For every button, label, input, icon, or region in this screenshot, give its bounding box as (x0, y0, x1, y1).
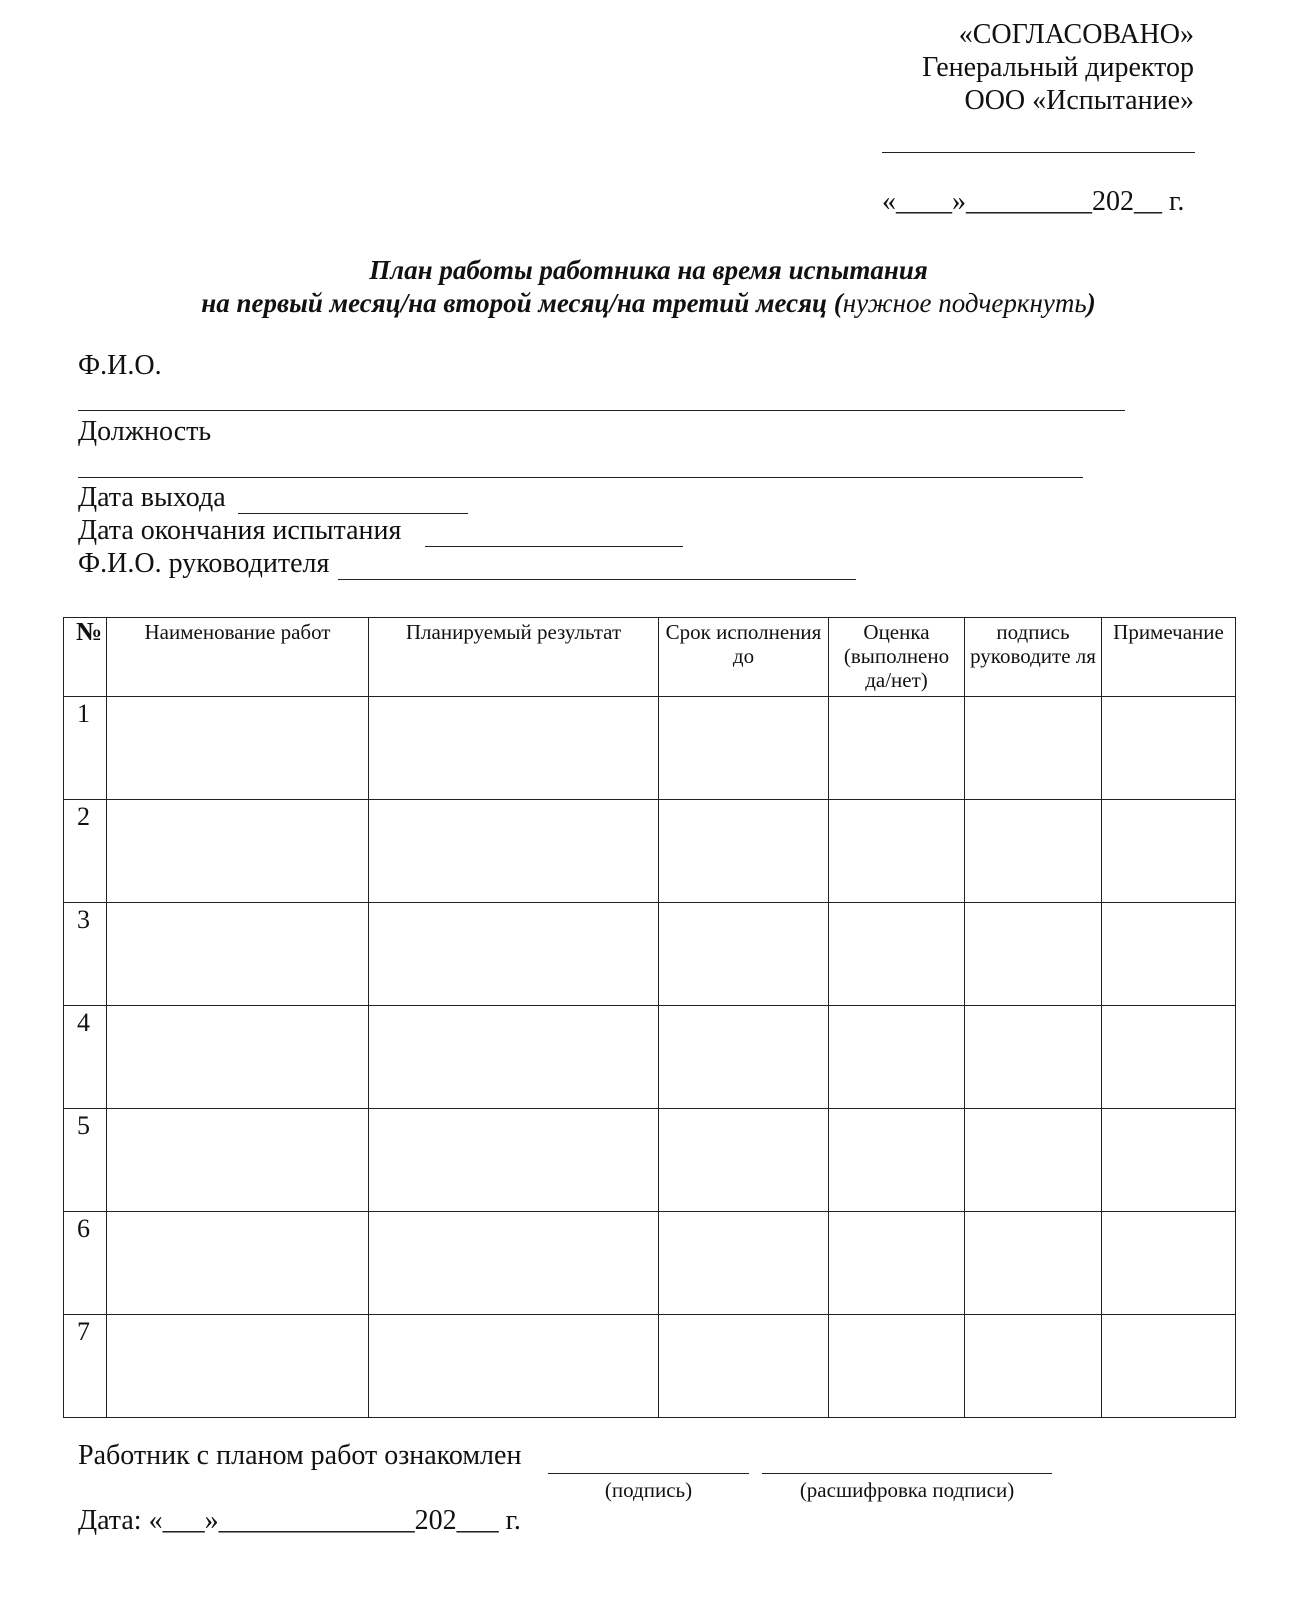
header-planned-result: Планируемый результат (369, 618, 659, 697)
manager-signature-cell[interactable] (965, 800, 1102, 903)
manager-signature-cell[interactable] (965, 903, 1102, 1006)
table-header-row (64, 618, 1236, 697)
evaluation-cell[interactable] (829, 903, 965, 1006)
document-title (0, 254, 1297, 320)
footer-date[interactable]: Дата: «___»______________202___ г. (78, 1505, 521, 1536)
manager-signature-cell[interactable] (965, 697, 1102, 800)
work-name-cell[interactable] (107, 697, 369, 800)
work-plan-table (63, 617, 1236, 1418)
planned-result-cell[interactable] (369, 1006, 659, 1109)
evaluation-cell[interactable] (829, 1315, 965, 1418)
header-manager-signature: подпись руководите ля (965, 618, 1102, 697)
acknowledged-label: Работник с планом работ ознакомлен (78, 1440, 522, 1471)
approval-date[interactable]: «____»_________202__ г. (882, 186, 1185, 217)
deadline-cell[interactable] (659, 1006, 829, 1109)
header-evaluation: Оценка (выполнено да/нет) (829, 618, 965, 697)
manager-signature-cell[interactable] (965, 1109, 1102, 1212)
row-number: 6 (64, 1212, 107, 1315)
signature-caption: (подпись) (604, 1478, 693, 1502)
deadline-cell[interactable] (659, 1212, 829, 1315)
start-date-label: Дата выхода (78, 482, 226, 513)
title-line-1: План работы работника на время испытания (369, 255, 928, 285)
manager-signature-cell[interactable] (965, 1315, 1102, 1418)
table-row (64, 903, 1236, 1006)
deadline-cell[interactable] (659, 800, 829, 903)
position-field[interactable] (78, 477, 1083, 478)
evaluation-cell[interactable] (829, 1109, 965, 1212)
work-name-cell[interactable] (107, 1006, 369, 1109)
title-line-2: на первый месяц/на второй месяц/на третий месяц (нужное подчеркнуть) (201, 288, 1096, 318)
work-name-cell[interactable] (107, 1212, 369, 1315)
header-note: Примечание (1102, 618, 1236, 697)
table-row (64, 697, 1236, 800)
note-cell[interactable] (1102, 1109, 1236, 1212)
manager-label: Ф.И.О. руководителя (78, 548, 330, 579)
row-number: 7 (64, 1315, 107, 1418)
table-row (64, 1109, 1236, 1212)
position-label: Должность (78, 416, 212, 447)
table-row (64, 1212, 1236, 1315)
row-number: 5 (64, 1109, 107, 1212)
row-number: 2 (64, 800, 107, 903)
start-date-field[interactable] (238, 513, 468, 514)
deadline-cell[interactable] (659, 903, 829, 1006)
row-number: 4 (64, 1006, 107, 1109)
manager-signature-cell[interactable] (965, 1006, 1102, 1109)
work-name-cell[interactable] (107, 903, 369, 1006)
transcript-caption: (расшифровка подписи) (799, 1478, 1015, 1502)
note-cell[interactable] (1102, 800, 1236, 903)
row-number: 3 (64, 903, 107, 1006)
planned-result-cell[interactable] (369, 697, 659, 800)
evaluation-cell[interactable] (829, 1212, 965, 1315)
planned-result-cell[interactable] (369, 1212, 659, 1315)
header-num: № (64, 618, 107, 697)
work-name-cell[interactable] (107, 1315, 369, 1418)
planned-result-cell[interactable] (369, 800, 659, 903)
approval-stamp: «СОГЛАСОВАНО» (958, 19, 1194, 50)
table-row (64, 1006, 1236, 1109)
header-work-name: Наименование работ (107, 618, 369, 697)
manager-signature-cell[interactable] (965, 1212, 1102, 1315)
note-cell[interactable] (1102, 903, 1236, 1006)
deadline-cell[interactable] (659, 697, 829, 800)
manager-field[interactable] (338, 579, 856, 580)
end-date-label: Дата окончания испытания (78, 515, 402, 546)
planned-result-cell[interactable] (369, 1315, 659, 1418)
deadline-cell[interactable] (659, 1109, 829, 1212)
title-note: нужное подчеркнуть (842, 288, 1087, 318)
note-cell[interactable] (1102, 1006, 1236, 1109)
work-name-cell[interactable] (107, 1109, 369, 1212)
approval-position: Генеральный директор (922, 52, 1194, 83)
note-cell[interactable] (1102, 1212, 1236, 1315)
employee-signature-field[interactable] (548, 1473, 749, 1474)
approval-company: ООО «Испытание» (964, 85, 1194, 116)
evaluation-cell[interactable] (829, 697, 965, 800)
header-deadline: Срок исполнения до (659, 618, 829, 697)
table-row (64, 1315, 1236, 1418)
evaluation-cell[interactable] (829, 1006, 965, 1109)
work-name-cell[interactable] (107, 800, 369, 903)
note-cell[interactable] (1102, 697, 1236, 800)
director-signature-line[interactable] (882, 152, 1195, 153)
evaluation-cell[interactable] (829, 800, 965, 903)
fio-field[interactable] (78, 410, 1125, 411)
fio-label: Ф.И.О. (78, 350, 162, 381)
table-row (64, 800, 1236, 903)
note-cell[interactable] (1102, 1315, 1236, 1418)
planned-result-cell[interactable] (369, 903, 659, 1006)
approval-block (922, 18, 1194, 117)
row-number: 1 (64, 697, 107, 800)
deadline-cell[interactable] (659, 1315, 829, 1418)
end-date-field[interactable] (425, 546, 683, 547)
planned-result-cell[interactable] (369, 1109, 659, 1212)
signature-transcript-field[interactable] (762, 1473, 1052, 1474)
